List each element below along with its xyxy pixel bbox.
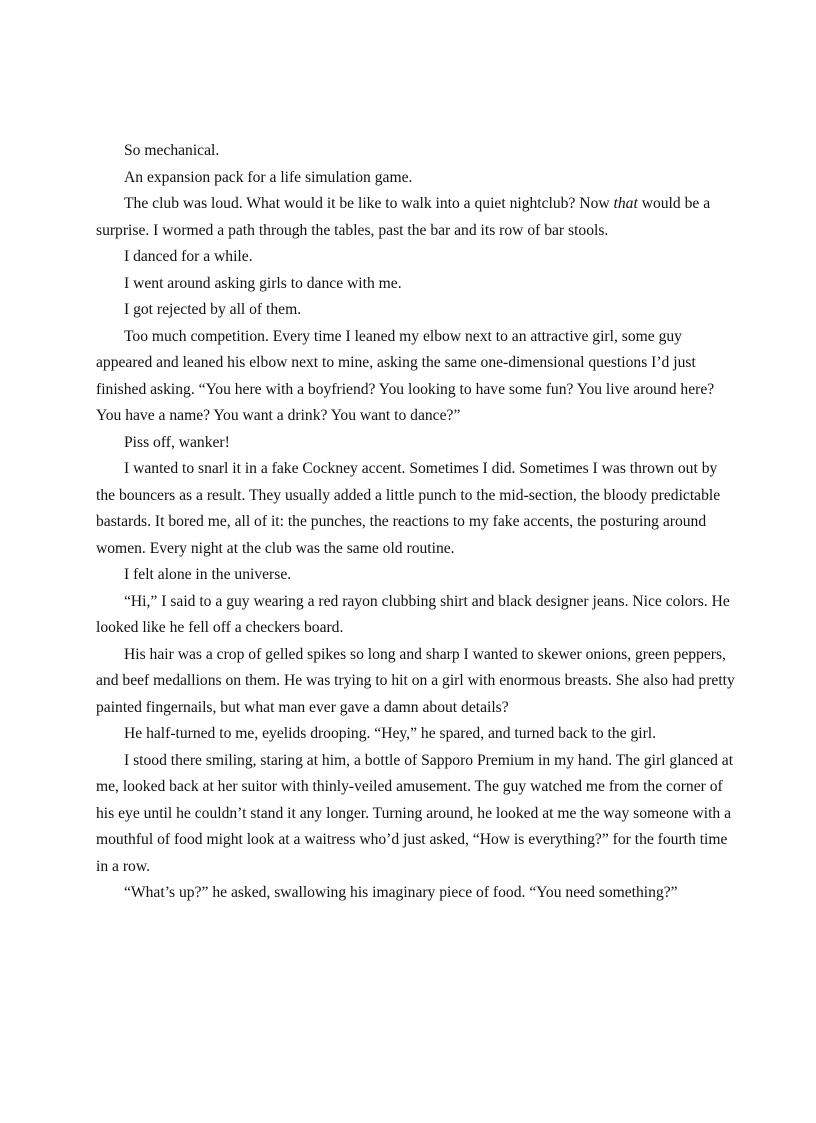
paragraph: I got rejected by all of them. (124, 301, 302, 318)
paragraph: So mechanical. (124, 142, 220, 159)
paragraph-text: The club was loud. What would it be like to walk into a quiet nightclub? Now (124, 195, 614, 212)
paragraph: I felt alone in the universe. (124, 566, 292, 583)
paragraph: “What’s up?” he asked, swallowing his imaginary piece of food. “You need something?” (124, 884, 678, 901)
paragraph: His hair was a crop of gelled spikes so long and sharp I wanted to skewer onions, green peppers, and beef medallions on them. He was trying to hit on a girl with enormous breasts. She also had pretty painted fingernails, but what man ever gave a damn about details? (96, 645, 735, 716)
paragraph: An expansion pack for a life simulation game. (124, 168, 413, 186)
paragraph: He half-turned to me, eyelids drooping. “Hey,” he spared, and turned back to the girl. (124, 725, 657, 742)
paragraph: I stood there smiling, staring at him, a bottle of Sapporo Premium in my hand. The girl glanced at me, looked back at her suitor with thinly-veiled amusement. The guy watched me from the corner of his eye until he couldn’t stand it any longer. Turning around, he looked at me the way someone with a mouthful of food might look at a waitress who’d just asked, “How is everything?” for the fourth time in a row. (96, 751, 734, 875)
emphasized-word: that (613, 195, 638, 212)
paragraph: “Hi,” I said to a guy wearing a red rayon clubbing shirt and black designer jeans. Nice colors. He looked like he fell off a checkers board. (96, 592, 730, 636)
paragraph: I went around asking girls to dance with me. (124, 274, 402, 292)
manuscript-page (96, 138, 736, 907)
paragraph: Piss off, wanker! (124, 433, 230, 451)
paragraph: I danced for a while. (124, 248, 253, 265)
paragraph: Too much competition. Every time I leaned my elbow next to an attractive girl, some guy appeared and leaned his elbow next to mine, asking the same one-dimensional questions I’d just finished asking. “You here with a boyfriend? You looking to have some fun? You live around here? You have a name? You want a drink? You want to dance?” (96, 327, 715, 424)
paragraph-text: would be a surprise. I wormed a path through the tables, past the bar and its row of bar stools. (96, 195, 711, 239)
paragraph: I wanted to snarl it in a fake Cockney accent. Sometimes I did. Sometimes I was thrown out by the bouncers as a result. They usually added a little punch to the mid-section, the bloody predictable bastards. It bored me, all of it: the punches, the reactions to my fake accents, the posturing around women. Every night at the club was the same old routine. (96, 460, 721, 557)
paragraph (96, 191, 736, 244)
